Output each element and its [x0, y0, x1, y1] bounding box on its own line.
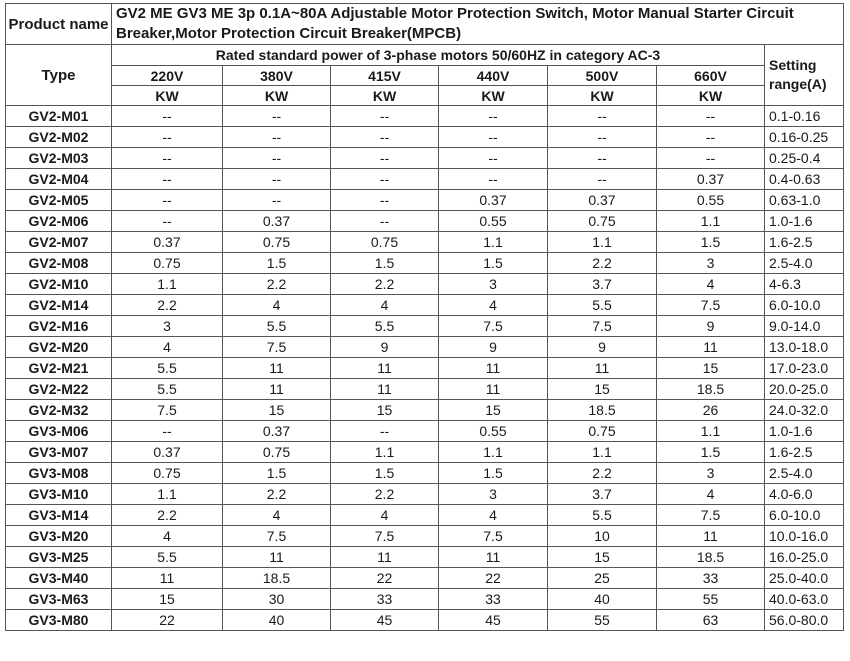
power-cell: -- [439, 148, 548, 169]
table-row [6, 463, 844, 484]
table-row [6, 526, 844, 547]
power-cell: 0.55 [439, 211, 548, 232]
table-row [6, 232, 844, 253]
type-cell: GV2-M32 [6, 400, 112, 421]
power-cell: 0.37 [112, 442, 223, 463]
voltage-header: 440V [439, 66, 548, 86]
power-cell: 18.5 [657, 379, 765, 400]
setting-range-cell: 13.0-18.0 [765, 337, 844, 358]
setting-range-cell: 2.5-4.0 [765, 463, 844, 484]
table-row [6, 169, 844, 190]
power-cell: -- [331, 106, 439, 127]
power-cell: 11 [223, 358, 331, 379]
setting-range-cell: 1.6-2.5 [765, 232, 844, 253]
power-cell: 0.37 [657, 169, 765, 190]
power-cell: 5.5 [223, 316, 331, 337]
power-cell: 22 [439, 568, 548, 589]
type-cell: GV2-M04 [6, 169, 112, 190]
power-cell: 7.5 [439, 526, 548, 547]
power-cell: 1.5 [223, 463, 331, 484]
power-cell: 11 [331, 358, 439, 379]
power-cell: 15 [223, 400, 331, 421]
type-cell: GV3-M08 [6, 463, 112, 484]
setting-range-cell: 1.0-1.6 [765, 211, 844, 232]
power-cell: 7.5 [548, 316, 657, 337]
type-cell: GV2-M02 [6, 127, 112, 148]
table-row [6, 274, 844, 295]
power-cell: 15 [657, 358, 765, 379]
power-cell: 7.5 [657, 505, 765, 526]
power-cell: 4 [657, 484, 765, 505]
setting-range-cell: 6.0-10.0 [765, 505, 844, 526]
power-cell: 0.75 [112, 253, 223, 274]
type-cell: GV3-M14 [6, 505, 112, 526]
power-cell: 11 [439, 358, 548, 379]
type-column-label: Type [6, 45, 112, 106]
power-cell: 7.5 [112, 400, 223, 421]
type-cell: GV3-M80 [6, 610, 112, 631]
power-cell: 15 [548, 547, 657, 568]
power-cell: 33 [331, 589, 439, 610]
power-cell: -- [548, 127, 657, 148]
power-cell: 40 [548, 589, 657, 610]
type-cell: GV3-M10 [6, 484, 112, 505]
header-rated-row [6, 45, 844, 66]
power-cell: -- [112, 211, 223, 232]
table-header [6, 4, 844, 106]
power-cell: 1.5 [657, 442, 765, 463]
table-row [6, 148, 844, 169]
power-cell: 3 [439, 484, 548, 505]
power-cell: -- [112, 169, 223, 190]
voltage-header: 380V [223, 66, 331, 86]
power-cell: -- [223, 106, 331, 127]
power-cell: 45 [439, 610, 548, 631]
power-cell: -- [223, 169, 331, 190]
power-cell: 18.5 [548, 400, 657, 421]
table-body [6, 106, 844, 631]
type-cell: GV2-M03 [6, 148, 112, 169]
power-cell: -- [439, 106, 548, 127]
unit-header: KW [112, 86, 223, 106]
power-cell: -- [331, 421, 439, 442]
setting-range-cell: 40.0-63.0 [765, 589, 844, 610]
table-row [6, 547, 844, 568]
unit-header: KW [439, 86, 548, 106]
power-cell: 30 [223, 589, 331, 610]
power-cell: 0.37 [548, 190, 657, 211]
power-cell: -- [548, 148, 657, 169]
power-cell: -- [657, 106, 765, 127]
power-cell: -- [657, 148, 765, 169]
table-row [6, 442, 844, 463]
setting-range-cell: 17.0-23.0 [765, 358, 844, 379]
table-row [6, 190, 844, 211]
power-cell: -- [112, 106, 223, 127]
power-cell: -- [331, 127, 439, 148]
power-cell: -- [331, 190, 439, 211]
table-row [6, 337, 844, 358]
power-cell: 18.5 [657, 547, 765, 568]
power-cell: 15 [439, 400, 548, 421]
table-row [6, 106, 844, 127]
power-cell: 2.2 [331, 274, 439, 295]
power-cell: 5.5 [112, 547, 223, 568]
table-row [6, 358, 844, 379]
power-cell: 1.5 [439, 253, 548, 274]
unit-header: KW [223, 86, 331, 106]
power-cell: 11 [439, 547, 548, 568]
unit-header: KW [657, 86, 765, 106]
setting-range-cell: 9.0-14.0 [765, 316, 844, 337]
power-cell: 1.1 [439, 232, 548, 253]
power-cell: 22 [112, 610, 223, 631]
power-cell: 1.5 [223, 253, 331, 274]
type-cell: GV2-M14 [6, 295, 112, 316]
power-cell: 7.5 [657, 295, 765, 316]
setting-range-cell: 1.0-1.6 [765, 421, 844, 442]
power-cell: -- [331, 211, 439, 232]
power-cell: 0.75 [112, 463, 223, 484]
power-cell: 10 [548, 526, 657, 547]
power-cell: 0.75 [548, 421, 657, 442]
power-cell: 11 [223, 547, 331, 568]
power-cell: -- [548, 169, 657, 190]
product-name-label: Product name [6, 4, 112, 45]
setting-range-label: Setting range(A) [765, 45, 844, 106]
power-cell: 2.2 [112, 295, 223, 316]
power-cell: 11 [439, 379, 548, 400]
power-cell: 33 [439, 589, 548, 610]
power-cell: 9 [331, 337, 439, 358]
header-title-row [6, 4, 844, 45]
power-cell: -- [223, 127, 331, 148]
table-row [6, 610, 844, 631]
power-cell: 11 [331, 547, 439, 568]
power-cell: 4 [223, 295, 331, 316]
power-cell: 55 [548, 610, 657, 631]
power-cell: -- [657, 127, 765, 148]
power-cell: 3 [657, 253, 765, 274]
power-cell: 5.5 [331, 316, 439, 337]
power-cell: 45 [331, 610, 439, 631]
table-row [6, 316, 844, 337]
power-cell: 26 [657, 400, 765, 421]
type-cell: GV2-M22 [6, 379, 112, 400]
type-cell: GV3-M40 [6, 568, 112, 589]
power-cell: 4 [331, 295, 439, 316]
power-cell: 1.1 [439, 442, 548, 463]
power-cell: 0.75 [548, 211, 657, 232]
setting-range-cell: 2.5-4.0 [765, 253, 844, 274]
power-cell: 1.1 [657, 421, 765, 442]
type-cell: GV2-M05 [6, 190, 112, 211]
power-cell: -- [331, 148, 439, 169]
power-cell: 0.37 [112, 232, 223, 253]
table-row [6, 253, 844, 274]
table-row [6, 295, 844, 316]
setting-range-cell: 10.0-16.0 [765, 526, 844, 547]
setting-range-cell: 4.0-6.0 [765, 484, 844, 505]
table-row [6, 568, 844, 589]
power-cell: 0.75 [223, 232, 331, 253]
power-cell: 4 [112, 337, 223, 358]
power-cell: 9 [548, 337, 657, 358]
power-cell: 63 [657, 610, 765, 631]
setting-range-cell: 6.0-10.0 [765, 295, 844, 316]
rated-power-label: Rated standard power of 3-phase motors 50/60HZ in category AC-3 [112, 45, 765, 66]
table-row [6, 505, 844, 526]
power-cell: 4 [657, 274, 765, 295]
power-cell: 25 [548, 568, 657, 589]
unit-header: KW [548, 86, 657, 106]
motor-protection-spec-table [5, 3, 844, 631]
setting-range-cell: 1.6-2.5 [765, 442, 844, 463]
power-cell: -- [112, 190, 223, 211]
power-cell: -- [223, 148, 331, 169]
type-cell: GV2-M08 [6, 253, 112, 274]
power-cell: 2.2 [548, 463, 657, 484]
setting-range-cell: 0.4-0.63 [765, 169, 844, 190]
power-cell: 3 [657, 463, 765, 484]
power-cell: 55 [657, 589, 765, 610]
power-cell: 4 [331, 505, 439, 526]
power-cell: -- [331, 169, 439, 190]
power-cell: -- [548, 106, 657, 127]
power-cell: 9 [657, 316, 765, 337]
power-cell: 4 [112, 526, 223, 547]
power-cell: 3.7 [548, 274, 657, 295]
power-cell: 11 [548, 358, 657, 379]
power-cell: 3 [112, 316, 223, 337]
table-row [6, 421, 844, 442]
power-cell: 2.2 [223, 274, 331, 295]
unit-header: KW [331, 86, 439, 106]
power-cell: 1.5 [331, 463, 439, 484]
power-cell: 22 [331, 568, 439, 589]
power-cell: 1.1 [548, 442, 657, 463]
power-cell: 11 [657, 337, 765, 358]
setting-range-cell: 16.0-25.0 [765, 547, 844, 568]
power-cell: 7.5 [439, 316, 548, 337]
power-cell: 11 [223, 379, 331, 400]
type-cell: GV2-M07 [6, 232, 112, 253]
power-cell: 0.55 [439, 421, 548, 442]
power-cell: 11 [331, 379, 439, 400]
power-cell: 1.1 [657, 211, 765, 232]
power-cell: 0.37 [223, 211, 331, 232]
power-cell: 1.1 [112, 484, 223, 505]
voltage-header: 220V [112, 66, 223, 86]
setting-range-cell: 0.63-1.0 [765, 190, 844, 211]
power-cell: 2.2 [112, 505, 223, 526]
table-row [6, 484, 844, 505]
setting-range-cell: 24.0-32.0 [765, 400, 844, 421]
power-cell: 0.75 [223, 442, 331, 463]
power-cell: 1.1 [331, 442, 439, 463]
power-cell: 0.37 [223, 421, 331, 442]
power-cell: 18.5 [223, 568, 331, 589]
power-cell: 5.5 [548, 295, 657, 316]
type-cell: GV2-M10 [6, 274, 112, 295]
power-cell: 3.7 [548, 484, 657, 505]
unit-row [6, 86, 844, 106]
voltage-header: 660V [657, 66, 765, 86]
table-row [6, 400, 844, 421]
power-cell: -- [439, 169, 548, 190]
setting-range-cell: 25.0-40.0 [765, 568, 844, 589]
type-cell: GV3-M63 [6, 589, 112, 610]
power-cell: -- [112, 421, 223, 442]
power-cell: 4 [439, 295, 548, 316]
setting-range-cell: 56.0-80.0 [765, 610, 844, 631]
setting-range-cell: 0.1-0.16 [765, 106, 844, 127]
power-cell: 1.5 [331, 253, 439, 274]
power-cell: 40 [223, 610, 331, 631]
power-cell: 15 [112, 589, 223, 610]
power-cell: 15 [331, 400, 439, 421]
power-cell: 7.5 [223, 526, 331, 547]
power-cell: 11 [657, 526, 765, 547]
power-cell: 5.5 [112, 379, 223, 400]
power-cell: 0.37 [439, 190, 548, 211]
type-cell: GV2-M21 [6, 358, 112, 379]
power-cell: 2.2 [331, 484, 439, 505]
power-cell: -- [223, 190, 331, 211]
power-cell: 15 [548, 379, 657, 400]
setting-range-cell: 4-6.3 [765, 274, 844, 295]
table-row [6, 589, 844, 610]
power-cell: 2.2 [548, 253, 657, 274]
type-cell: GV3-M25 [6, 547, 112, 568]
setting-range-cell: 0.25-0.4 [765, 148, 844, 169]
power-cell: 4 [439, 505, 548, 526]
power-cell: 5.5 [548, 505, 657, 526]
type-cell: GV3-M06 [6, 421, 112, 442]
type-cell: GV2-M20 [6, 337, 112, 358]
type-cell: GV2-M06 [6, 211, 112, 232]
voltage-header: 415V [331, 66, 439, 86]
setting-range-cell: 20.0-25.0 [765, 379, 844, 400]
power-cell: 7.5 [331, 526, 439, 547]
power-cell: 2.2 [223, 484, 331, 505]
setting-range-cell: 0.16-0.25 [765, 127, 844, 148]
type-cell: GV2-M16 [6, 316, 112, 337]
power-cell: 0.75 [331, 232, 439, 253]
power-cell: -- [112, 148, 223, 169]
power-cell: -- [439, 127, 548, 148]
voltage-row [6, 66, 844, 86]
voltage-header: 500V [548, 66, 657, 86]
type-cell: GV3-M07 [6, 442, 112, 463]
table-row [6, 379, 844, 400]
table-row [6, 211, 844, 232]
type-cell: GV3-M20 [6, 526, 112, 547]
power-cell: 1.1 [112, 274, 223, 295]
power-cell: 1.5 [439, 463, 548, 484]
type-cell: GV2-M01 [6, 106, 112, 127]
power-cell: 4 [223, 505, 331, 526]
power-cell: 9 [439, 337, 548, 358]
power-cell: 0.55 [657, 190, 765, 211]
power-cell: 7.5 [223, 337, 331, 358]
power-cell: 5.5 [112, 358, 223, 379]
product-title: GV2 ME GV3 ME 3p 0.1A~80A Adjustable Motor Protection Switch, Motor Manual Starter Circuit Breaker,Motor Protection Circuit Breaker(MPCB) [112, 4, 844, 45]
power-cell: -- [112, 127, 223, 148]
power-cell: 3 [439, 274, 548, 295]
table-row [6, 127, 844, 148]
power-cell: 1.1 [548, 232, 657, 253]
power-cell: 11 [112, 568, 223, 589]
power-cell: 1.5 [657, 232, 765, 253]
power-cell: 33 [657, 568, 765, 589]
